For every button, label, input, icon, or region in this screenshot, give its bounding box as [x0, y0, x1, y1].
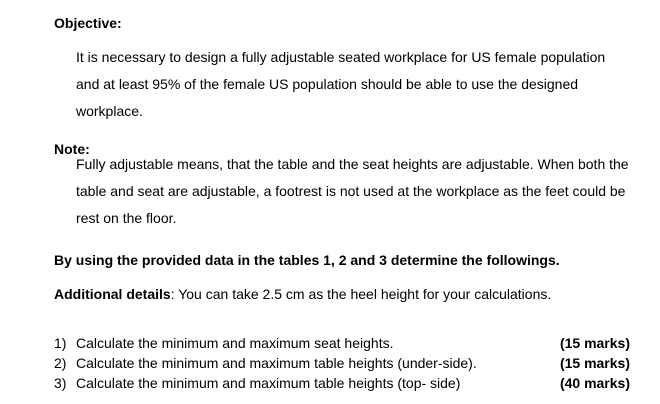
instruction-text: By using the provided data in the tables 1, 2 and 3 determine the followings. [54, 252, 560, 268]
objective-heading: Objective: [54, 15, 122, 31]
additional-details-text: : You can take 2.5 cm as the heel height for your calculations. [170, 286, 552, 302]
task-number: 2) [54, 355, 67, 371]
task-marks: (15 marks) [559, 335, 630, 351]
task-number: 1) [54, 335, 67, 351]
additional-details [54, 286, 551, 302]
task-item-3 [54, 373, 630, 393]
task-text: Calculate the minimum and maximum seat heights. [76, 335, 394, 351]
task-marks: (15 marks) [559, 355, 630, 371]
note-text: Fully adjustable means, that the table and the seat heights are adjustable. When both the table and seat are adjustable, a footrest is not used at the workplace as the feet could be rest on the floor. [76, 156, 629, 226]
task-text: Calculate the minimum and maximum table heights (top- side) [76, 375, 461, 391]
note-heading: Note: [54, 141, 90, 157]
task-text: Calculate the minimum and maximum table heights (under-side). [76, 355, 477, 371]
task-item-2 [54, 353, 630, 373]
objective-text: It is necessary to design a fully adjustable seated workplace for US female population and at least 95% of the female US population should be able to use the designed workplace. [76, 49, 606, 119]
task-item-1 [54, 333, 630, 353]
additional-details-label: Additional details [54, 286, 171, 302]
task-number: 3) [54, 375, 67, 391]
task-marks: (40 marks) [559, 375, 630, 391]
